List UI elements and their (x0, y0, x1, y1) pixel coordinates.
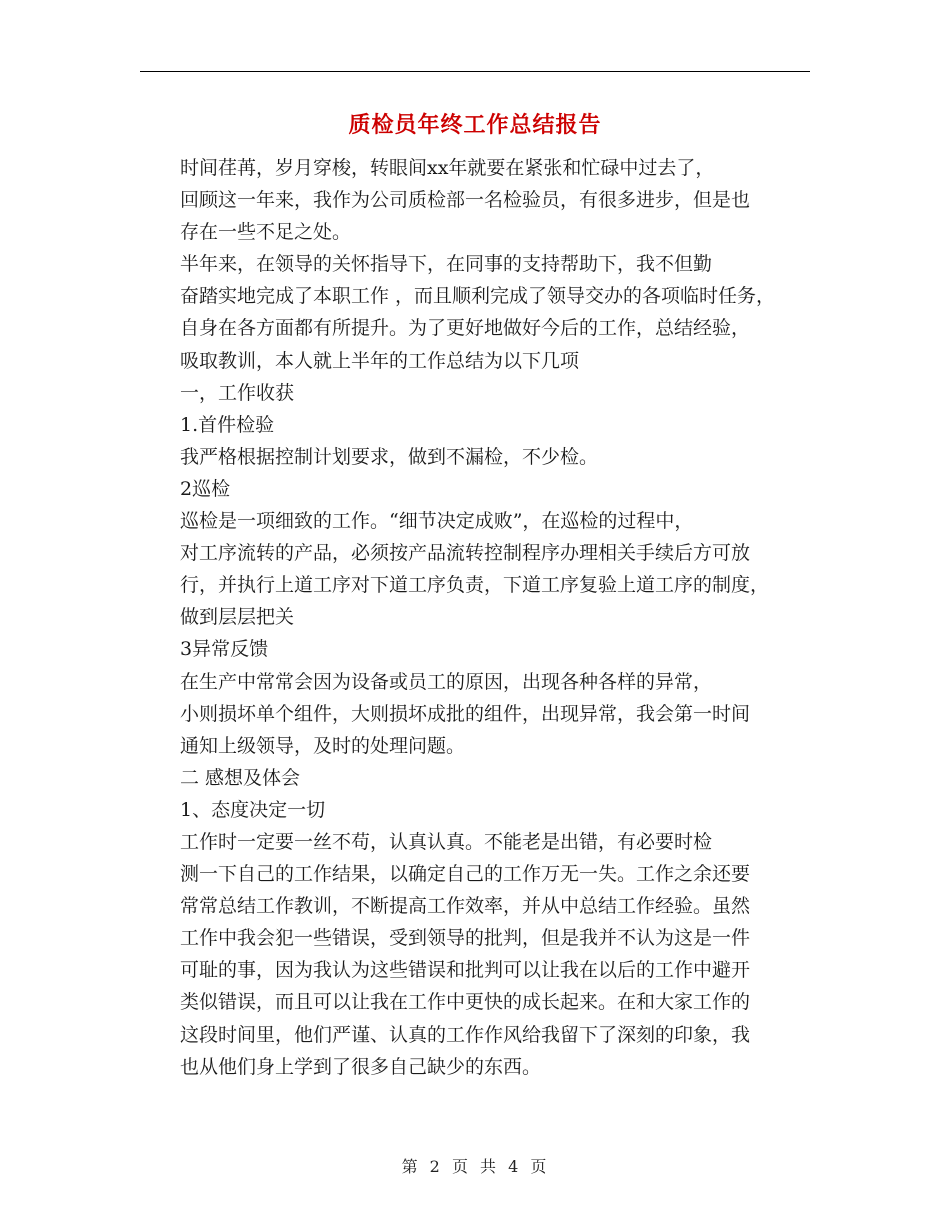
text-line: 类似错误，而且可以让我在工作中更快的成长起来。在和大家工作的 (180, 991, 751, 1014)
text-line: 对工序流转的产品，必须按产品流转控制程序办理相关手续后方可放 (180, 542, 751, 565)
text-line: 吸取教训，本人就上半年的工作总结为以下几项 (180, 349, 580, 372)
paragraph (142, 152, 814, 248)
text-line: 测一下自己的工作结果，以确定自己的工作万无一失。工作之余还要 (180, 863, 751, 886)
text-line: 也从他们身上学到了很多自己缺少的东西。 (180, 1055, 542, 1078)
text-line: 二 感想及体会 (180, 766, 301, 789)
text-line: 行，并执行上道工序对下道工序负责，下道工序复验上道工序的制度， (180, 574, 770, 597)
header-rule (140, 71, 810, 72)
text-line: 巡检是一项细致的工作。“细节决定成败”，在巡检的过程中， (180, 510, 694, 533)
paragraph (142, 441, 814, 473)
paragraph (142, 505, 814, 633)
text-line: 一，工作收获 (180, 381, 295, 404)
section-heading (142, 762, 814, 794)
text-line: 3异常反馈 (180, 638, 269, 661)
document-title: 质检员年终工作总结报告 (348, 113, 602, 138)
text-line: 工作中我会犯一些错误，受到领导的批判，但是我并不认为这是一件 (180, 927, 751, 950)
text-line: 自身在各方面都有所提升。为了更好地做好今后的工作，总结经验， (180, 317, 751, 340)
text-line: 半年来，在领导的关怀指导下，在同事的支持帮助下，我不但勤 (180, 253, 713, 276)
text-line: 工作时一定要一丝不苟，认真认真。不能老是出错，有必要时检 (180, 830, 713, 853)
text-line: 在生产中常常会因为设备或员工的原因，出现各种各样的异常， (180, 670, 713, 693)
text-line: 做到层层把关 (180, 606, 295, 629)
text-line: 这段时间里，他们严谨、认真的工作作风给我留下了深刻的印象，我 (180, 1023, 751, 1046)
text-line: 奋踏实地完成了本职工作 ，而且顺利完成了领导交办的各项临时任务， (180, 285, 776, 308)
subsection-heading (142, 794, 814, 826)
text-line: 可耻的事，因为我认为这些错误和批判可以让我在以后的工作中避开 (180, 959, 751, 982)
text-line: 1、态度决定一切 (180, 798, 326, 821)
paragraph (142, 666, 814, 762)
text-line: 1.首件检验 (180, 413, 275, 436)
paragraph (142, 826, 814, 1083)
text-line: 时间荏苒，岁月穿梭，转眼间xx年就要在紧张和忙碌中过去了， (180, 157, 715, 179)
text-line: 存在一些不足之处。 (180, 221, 352, 244)
section-heading (142, 377, 814, 409)
text-line: 我严格根据控制计划要求，做到不漏检，不少检。 (180, 445, 599, 468)
document-body (142, 152, 814, 1083)
page-footer: 第 2 页 共 4 页 (401, 1157, 549, 1176)
text-line: 常常总结工作教训，不断提高工作效率，并从中总结工作经验。虽然 (180, 895, 751, 918)
text-line: 通知上级领导，及时的处理问题。 (180, 734, 466, 757)
text-line: 2巡检 (180, 477, 231, 500)
paragraph (142, 248, 814, 376)
subsection-heading (142, 633, 814, 665)
subsection-heading (142, 409, 814, 441)
subsection-heading (142, 473, 814, 505)
text-line: 小则损坏单个组件，大则损坏成批的组件，出现异常，我会第一时间 (180, 702, 751, 725)
text-line: 回顾这一年来，我作为公司质检部一名检验员，有很多进步，但是也 (180, 189, 751, 212)
